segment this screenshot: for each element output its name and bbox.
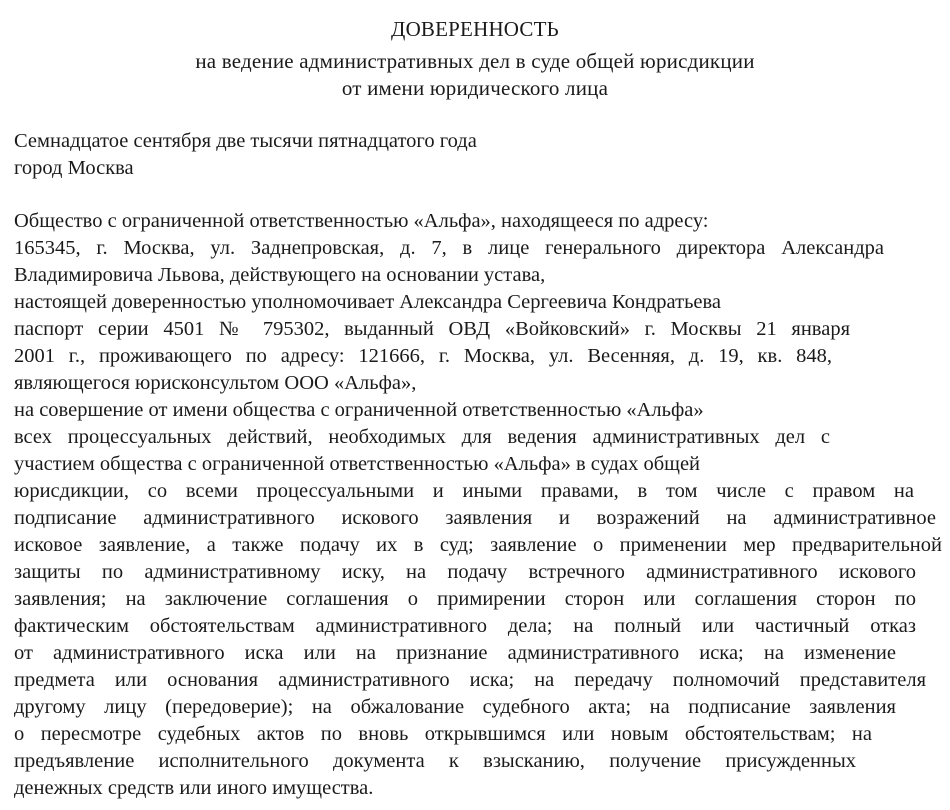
body-line: защиты по административному иску, на подачу встречного административного искового (14, 561, 916, 583)
body-line: паспорт серии 4501 № 795302, выданный ОВД «Войковский» г. Москвы 21 января (14, 318, 850, 340)
body-line: настоящей доверенностью уполномочивает Александра Сергеевича Кондратьева (14, 291, 722, 313)
body-line: фактическим обстоятельствам административного дела; на полный или частичный отказ (14, 615, 916, 637)
body-line: подписание административного искового заявления и возражений на административное (14, 507, 936, 529)
body-line: участием общества с ограниченной ответственностью «Альфа» в судах общей (14, 453, 701, 475)
body-line: на совершение от имени общества с ограниченной ответственностью «Альфа» (14, 399, 704, 421)
body-line: 165345, г. Москва, ул. Заднепровская, д. 7, в лице генерального директора Александра (14, 237, 884, 259)
body-line: денежных средств или иного имущества. (14, 777, 374, 799)
body-line: юрисдикции, со всеми процессуальными и иными правами, в том числе с правом на (14, 480, 914, 502)
body-line: исковое заявление, а также подачу их в суд; заявление о применении мер предварительной (14, 534, 942, 556)
body-line: о пересмотре судебных актов по вновь открывшимся или новым обстоятельствам; на (14, 723, 872, 745)
body-line: заявления; на заключение соглашения о примирении сторон или соглашения сторон по (14, 588, 916, 610)
date-line: Семнадцатое сентября две тысячи пятнадцатого года (14, 130, 477, 152)
body-line: от административного иска или на признание административного иска; на изменение (14, 642, 896, 664)
document-subtitle-1: на ведение административных дел в суде общей юрисдикции (195, 49, 755, 73)
document-subtitle-2: от имени юридического лица (341, 76, 609, 100)
body-line: предмета или основания административного иска; на передачу полномочий представителя (14, 669, 926, 691)
document-title: ДОВЕРЕННОСТЬ (391, 17, 559, 41)
body-line: другому лицу (передоверие); на обжалование судебного акта; на подписание заявления (14, 696, 896, 718)
body-line: Владимировича Львова, действующего на основании устава, (14, 264, 546, 286)
body-line: Общество с ограниченной ответственностью «Альфа», находящееся по адресу: (14, 210, 709, 232)
body-line: 2001 г., проживающего по адресу: 121666, г. Москва, ул. Весенняя, д. 19, кв. 848, (14, 345, 832, 367)
city-line: город Москва (14, 157, 134, 179)
body-line: предъявление исполнительного документа к взысканию, получение присужденных (14, 750, 856, 772)
body-line: являющегося юрисконсультом ООО «Альфа», (14, 372, 417, 394)
body-line: всех процессуальных действий, необходимых для ведения административных дел с (14, 426, 830, 448)
